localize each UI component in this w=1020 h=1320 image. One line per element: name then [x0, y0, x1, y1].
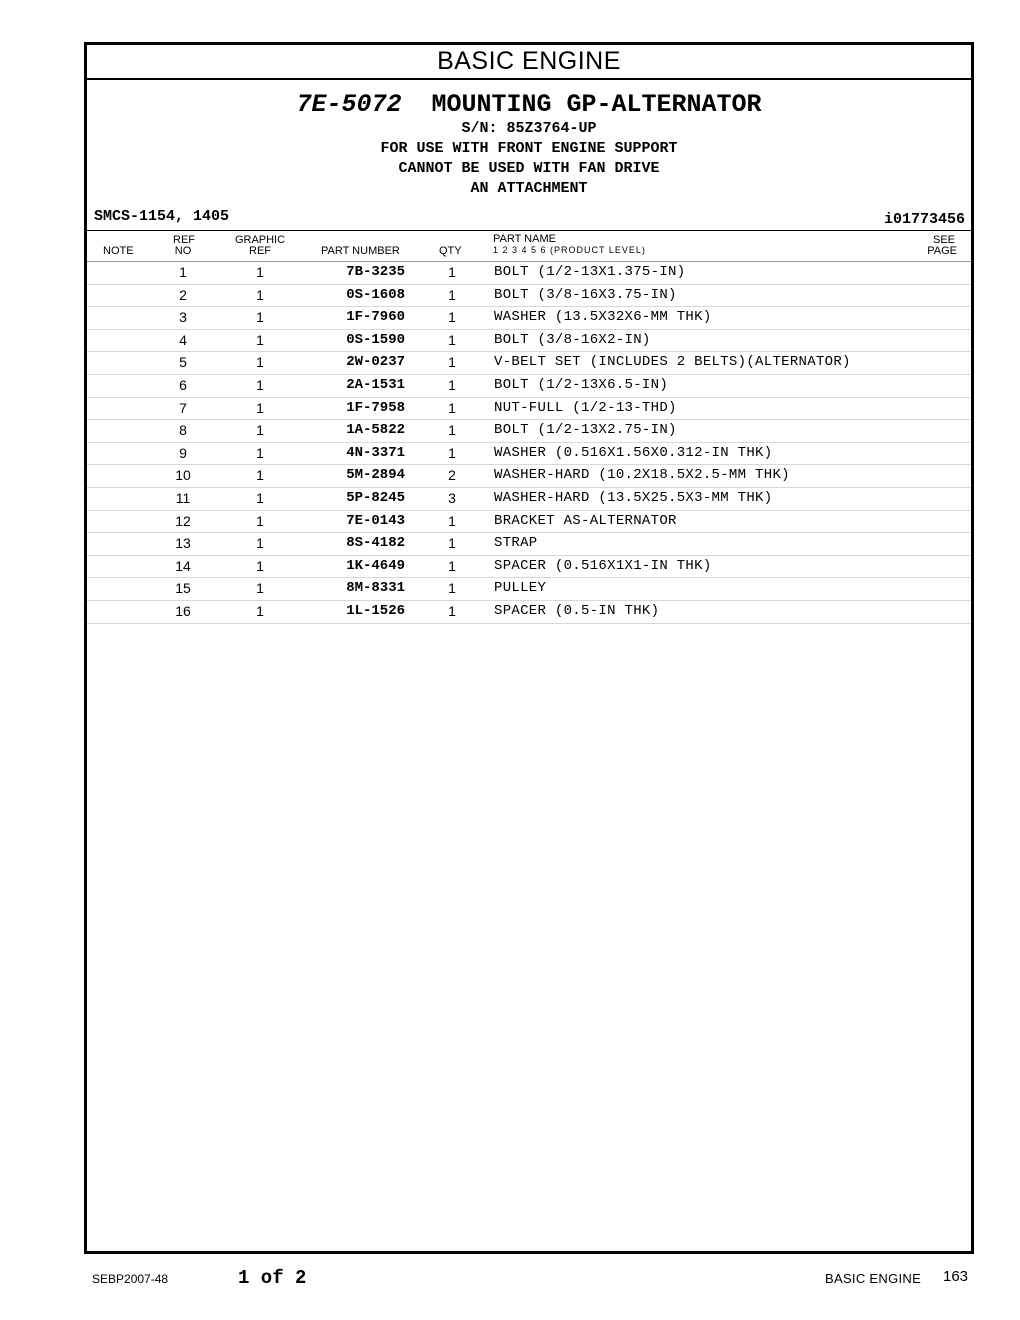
quantity: 1 — [448, 286, 456, 303]
part-name: SPACER (0.5-IN THK) — [494, 602, 660, 619]
graphic-ref: 1 — [256, 580, 264, 597]
usage-note-2: CANNOT BE USED WITH FAN DRIVE — [398, 160, 660, 177]
parts-table-body — [87, 262, 971, 624]
header-see-top: SEE — [932, 234, 955, 246]
table-row — [87, 285, 971, 308]
graphic-ref: 1 — [256, 309, 264, 326]
part-number: 0S-1608 — [346, 286, 405, 303]
group-name: MOUNTING GP-ALTERNATOR — [431, 90, 762, 119]
part-name: PULLEY — [494, 580, 547, 597]
table-row — [87, 533, 971, 556]
part-name: BOLT (1/2-13X6.5-IN) — [494, 376, 669, 393]
part-number: 8S-4182 — [346, 535, 405, 552]
graphic-ref: 1 — [256, 376, 264, 393]
ref-number: 4 — [179, 331, 187, 348]
ref-number: 11 — [175, 489, 191, 506]
part-number: 2A-1531 — [346, 376, 405, 393]
footer-section: BASIC ENGINE — [825, 1271, 922, 1286]
quantity: 1 — [448, 444, 456, 461]
graphic-ref: 1 — [256, 354, 264, 371]
table-row — [87, 443, 971, 466]
ref-number: 7 — [179, 399, 187, 416]
part-name: BOLT (1/2-13X1.375-IN) — [494, 264, 686, 280]
quantity: 2 — [448, 467, 456, 484]
header-part-name: PART NAME — [493, 233, 556, 245]
graphic-ref: 1 — [256, 535, 264, 552]
header-graphic-bottom: REF — [249, 245, 271, 257]
graphic-ref: 1 — [256, 444, 264, 461]
part-number: 4N-3371 — [346, 444, 405, 461]
part-number: 1K-4649 — [346, 557, 405, 574]
quantity: 1 — [448, 376, 456, 393]
part-number: 5P-8245 — [346, 489, 405, 506]
graphic-ref: 1 — [256, 489, 264, 506]
quantity: 1 — [448, 535, 456, 552]
quantity: 1 — [448, 512, 456, 529]
ref-number: 16 — [175, 602, 191, 619]
part-number: 7B-3235 — [346, 264, 405, 280]
table-row — [87, 398, 971, 421]
quantity: 1 — [448, 331, 456, 348]
quantity: 1 — [448, 422, 456, 439]
serial-range: S/N: 85Z3764-UP — [461, 120, 597, 137]
table-row — [87, 601, 971, 624]
part-name: BRACKET AS-ALTERNATOR — [494, 512, 677, 529]
ref-number: 5 — [179, 354, 187, 371]
ref-number: 10 — [175, 467, 191, 484]
graphic-ref: 1 — [256, 422, 264, 439]
quantity: 1 — [448, 354, 456, 371]
header-ref-bottom: NO — [174, 245, 192, 257]
part-name: BOLT (3/8-16X2-IN) — [494, 331, 651, 348]
graphic-ref: 1 — [256, 264, 264, 280]
ref-number: 8 — [179, 422, 187, 439]
part-name: WASHER-HARD (10.2X18.5X2.5-MM THK) — [494, 467, 790, 484]
part-number: 1A-5822 — [346, 422, 405, 439]
table-row — [87, 465, 971, 488]
table-row — [87, 511, 971, 534]
part-name: BOLT (3/8-16X3.75-IN) — [494, 286, 677, 303]
quantity: 1 — [448, 557, 456, 574]
graphic-ref: 1 — [256, 602, 264, 619]
table-row — [87, 352, 971, 375]
ref-number: 6 — [179, 376, 187, 393]
graphic-ref: 1 — [256, 399, 264, 416]
graphic-ref: 1 — [256, 331, 264, 348]
document-id: SEBP2007-48 — [92, 1272, 169, 1286]
header-note: NOTE — [103, 245, 134, 257]
ref-number: 15 — [175, 580, 191, 597]
table-row — [87, 262, 971, 285]
header-product-level: 1 2 3 4 5 6 (PRODUCT LEVEL) — [493, 245, 646, 255]
part-number: 5M-2894 — [346, 467, 405, 484]
quantity: 1 — [448, 264, 456, 280]
graphic-ref: 1 — [256, 467, 264, 484]
quantity: 3 — [448, 489, 456, 506]
part-name: WASHER-HARD (13.5X25.5X3-MM THK) — [494, 489, 773, 506]
ref-number: 9 — [179, 444, 187, 461]
graphic-ref: 1 — [256, 286, 264, 303]
usage-note-3: AN ATTACHMENT — [470, 180, 588, 197]
part-number: 1L-1526 — [346, 602, 405, 619]
part-name: WASHER (13.5X32X6-MM THK) — [494, 309, 712, 326]
part-name: WASHER (0.516X1.56X0.312-IN THK) — [494, 444, 773, 461]
table-row — [87, 420, 971, 443]
table-row — [87, 488, 971, 511]
illustration-id: i01773456 — [883, 211, 965, 228]
group-heading — [87, 90, 971, 120]
part-name: V-BELT SET (INCLUDES 2 BELTS)(ALTERNATOR) — [494, 354, 851, 371]
group-number: 7E-5072 — [296, 90, 402, 119]
header-qty: QTY — [439, 245, 462, 257]
section-title: BASIC ENGINE — [87, 45, 971, 80]
header-see-bottom: PAGE — [927, 245, 957, 257]
table-row — [87, 307, 971, 330]
page-number: 163 — [943, 1268, 969, 1285]
ref-number: 1 — [179, 264, 187, 280]
part-number: 0S-1590 — [346, 331, 405, 348]
usage-note-1: FOR USE WITH FRONT ENGINE SUPPORT — [380, 140, 678, 157]
ref-number: 12 — [175, 512, 191, 529]
ref-number: 3 — [179, 309, 187, 326]
ref-number: 2 — [179, 286, 187, 303]
header-part-number: PART NUMBER — [321, 245, 400, 257]
table-row — [87, 375, 971, 398]
graphic-ref: 1 — [256, 512, 264, 529]
part-number: 7E-0143 — [346, 512, 405, 529]
part-number: 2W-0237 — [346, 354, 405, 371]
graphic-ref: 1 — [256, 557, 264, 574]
quantity: 1 — [448, 309, 456, 326]
table-row — [87, 556, 971, 579]
part-name: BOLT (1/2-13X2.75-IN) — [494, 422, 677, 439]
table-row — [87, 330, 971, 353]
parts-page-frame — [84, 42, 974, 1254]
header-graphic-top: GRAPHIC — [234, 234, 286, 246]
table-row — [87, 578, 971, 601]
quantity: 1 — [448, 580, 456, 597]
group-title-block — [87, 80, 971, 230]
part-name: SPACER (0.516X1X1-IN THK) — [494, 557, 712, 574]
part-number: 1F-7960 — [346, 309, 405, 326]
quantity: 1 — [448, 399, 456, 416]
part-number: 1F-7958 — [346, 399, 405, 416]
part-number: 8M-8331 — [346, 580, 405, 597]
ref-number: 14 — [175, 557, 191, 574]
smcs-code: SMCS-1154, 1405 — [94, 208, 230, 225]
ref-number: 13 — [175, 535, 191, 552]
page-of-indicator: 1 of 2 — [238, 1267, 307, 1289]
part-name: STRAP — [494, 535, 538, 552]
header-ref-top: REF — [173, 234, 195, 246]
part-name: NUT-FULL (1/2-13-THD) — [494, 399, 677, 416]
quantity: 1 — [448, 602, 456, 619]
parts-table-header — [87, 230, 971, 262]
